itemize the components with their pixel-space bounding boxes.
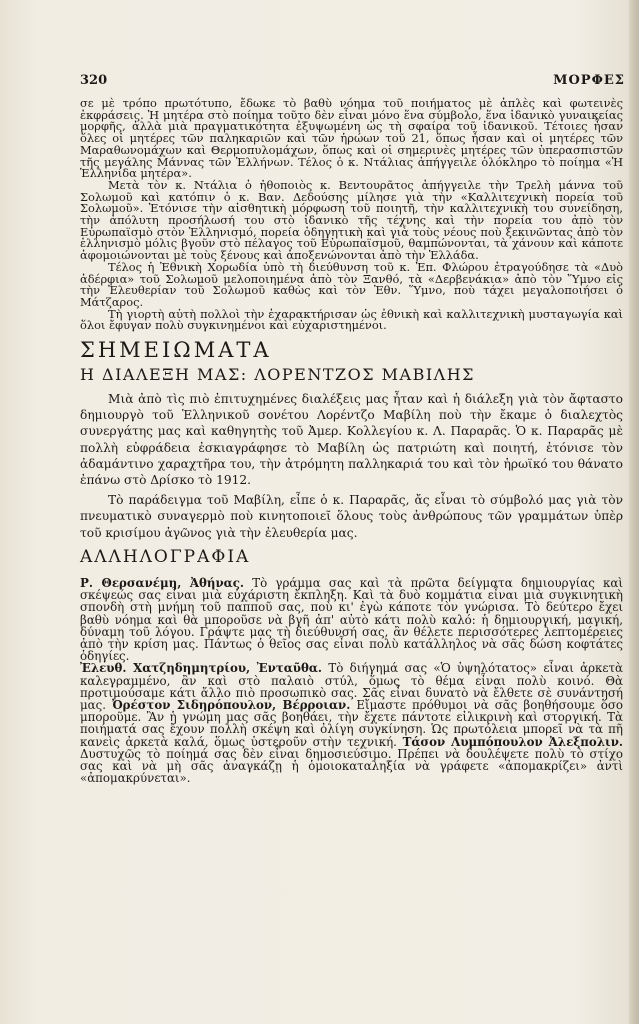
correspondence-body <box>80 577 623 784</box>
running-title: ΜΟΡΦΕΣ <box>553 73 625 88</box>
note-body <box>80 391 623 541</box>
note-paragraph: Τὸ παράδειγμα τοῦ Μαβίλη, εἶπε ὁ κ. Παραρᾶς, ἄς εἶναι τὸ σύμβολό μας γιὰ τὸν πνευματικὸ συναγερμὸ ποὺ κινητοποιεῖ ὅλους τοὺς ἀνθρώπους τῶν γραμμάτων ὑπὲρ τοῦ κρισίμου ἀγῶνος γιὰ τὴν ἐλευθερία μας. <box>80 493 623 540</box>
recipient-name: Ἐλευθ. Χατζηδημητρίου, Ἐνταῦθα. <box>80 661 323 676</box>
correspondence-heading: ΑΛΛΗΛΟΓΡΑΦΙΑ <box>80 546 251 567</box>
correspondence-entry <box>80 662 623 784</box>
reply-text: Τὸ διήγημά σας «Ὁ ὑψηλότατος» εἶναι ἀρκετὰ καλεγραμμένο, ἂν καὶ στὸ παλαιὸ στύλ, ὅμως τὸ θέμα εἶναι πολὺ κοινό. Θὰ προτιμούσαμε κάτι ἄλλο πιὸ προσωπικὸ σας. Σᾶς εἶναι δυνατὸ νὰ ἔλθετε σὲ συνάντησή μας. <box>80 661 623 712</box>
reply-text: Δυστυχῶς τὸ ποίημά σας δὲν εἶναι δημοσιεύσιμο. Πρέπει νὰ δουλέψετε πολὺ τὸ στίχο σας καὶ νὰ μὴ σᾶς ἀναγκάζῃ ἡ ὁμοιοκαταληξία νὰ γράφετε «ἀπομακρίζει» ἀντὶ «ἀπομακρύνεται». <box>80 746 623 786</box>
note-title: Η ΔΙΑΛΕΞΗ ΜΑΣ: ΛΟΡΕΝΤΖΟΣ ΜΑΒΙΛΗΣ <box>80 365 475 385</box>
page-edge <box>629 0 639 1024</box>
article-paragraph: Τὴ γιορτὴ αὐτὴ πολλοὶ τὴν ἐχαρακτήρισαν ὡς ἐθνικὴ καὶ καλλιτεχνικὴ μυσταγωγία καὶ ὅλοι ἔφυγαν πολὺ συγκινημένοι καὶ εὐχαριστημένοι. <box>80 306 623 333</box>
reply-text: Εἴμαστε πρόθυμοι νὰ σᾶς βοηθήσουμε ὅσο μποροῦμε. Ἂν ἡ γνώμη μας σᾶς βοηθάει, τὴν ἔχετε πάντοτε εἰλικρινὴ καὶ στοργική. Τὰ ποιήματά σας ἔχουν πολλὴ σκέψη καὶ ὀλίγη συγκίνηση. Ὡς πρωτόλεια μπορεῖ νὰ τὰ πῆ κανεὶς ἀρκετὰ καλά, ὅμως ὑστεροῦν στὴν τεχνική. <box>80 697 624 749</box>
recipient-name: Ὀρέστον Σιδηρόπουλον, Βέρροιαν. <box>112 697 351 712</box>
article-paragraph: σε μὲ τρόπο πρωτότυπο, ἔδωκε τὸ βαθὺ νόημα τοῦ ποιήματος μὲ ἁπλὲς καὶ φωτεινὲς ἐκφράσεις. Ἡ μητέρα στὸ ποίημα τοῦτο δὲν εἶναι μόνο ἕνα σύμβολο, ἕνα ἰδανικὸ γυναικείας μορφῆς, ἀλλὰ μιὰ πραγματικότητα ἐξυψωμένη ὡς τὴ σφαίρα τοῦ ἰδανικοῦ. Τέτοιες ἦσαν ὅλες οἱ μητέρες τῶν παληκαριῶν καὶ τῶν ἡρώων τοῦ 21, ὅπως ἦσαν καὶ οἱ μητέρες τῶν Μαραθωνομάχων καὶ Θερμοπυλομάχων, ὅπως καὶ οἱ σημερινὲς μητέρες τῶν ὑπερασπιστῶν τῆς μεγάλης Μάννας τῶν Ἑλλήνων. Τέλος ὁ κ. Ντάλιας ἀπήγγειλε ὁλόκληρο τὸ ποίημα «Ἡ Ἑλληνίδα μητέρα». <box>80 96 623 181</box>
note-paragraph: Μιὰ ἀπὸ τὶς πιὸ ἐπιτυχημένες διαλέξεις μας ἦταν καὶ ἡ διάλεξη γιὰ τὸν ἄφταστο δημιουργὸ τοῦ Ἑλληνικοῦ σονέτου Λορέντζο Μαβίλη ποὺ τὴν ἔκαμε ὁ διαλεχτὸς συνεργάτης μας καὶ καθηγητὴς τοῦ Ἀμερ. Κολλεγίου κ. Λ. Παραρᾶς. Ὁ κ. Παραρᾶς μὲ πολλὴ εὐφράδεια ἐσκιαγράφησε τὸ Μαβίλη ὡς πατριώτη καὶ ποιητή, ἐτόνισε τὸν ἀδαμάντινο χαραχτῆρα του, τὴν ἀτρόμητη παλληκαριά του καὶ τὸν ἡρωϊκό του θάνατο ἐπάνω στὸ Δρίσκο τὸ 1912. <box>80 392 623 488</box>
article-paragraph: Μετὰ τὸν κ. Ντάλια ὁ ἠθοποιὸς κ. Βεντουρᾶτος ἀπήγγειλε τὴν Τρελὴ μάννα τοῦ Σολωμοῦ καὶ κατόπιν ὁ κ. Βαν. Δεδούσης μίλησε γιὰ τὴν «Καλλιτεχνικὴ πορεία τοῦ Σολωμοῦ». Ἐτόνισε τὴν αἰσθητικὴ μόρφωση τοῦ ποιητῆ, τὴν καλλιτεχνικὴ του συνείδηση, τὴν ἀπόλυτη προσήλωσή του στὸ ἰδανικὸ τῆς τέχνης καὶ τὴν πορεία του ἀπὸ τὸν Εὐρωπαϊσμὸ στὸν Ἑλληνισμό, πορεία ὁδηγητικὴ καὶ γιὰ τοὺς νέους ποὺ ξεκινῶντας ἀπὸ τὸν ἑλληνισμὸ μόλις βγοῦν στὸ πέλαγος τοῦ Εὐρωπαϊσμοῦ, θαμπώνονται, τὰ χάνουν καὶ κάποτε ἀφομοιώνονται μὲ τοὺς ξένους καὶ ἀποξενώνονται ἀπὸ τὴν Ἑλλάδα. <box>80 177 623 263</box>
correspondence-entry <box>80 577 623 662</box>
reply-text: Τὸ γράμμα σας καὶ τὰ πρῶτα δείγματα δημιουργίας καὶ σκέψεώς σας εἶναι μιὰ εὐχάριστη ἔκπληξη. Καὶ τὰ δυὸ κομμάτια εἶναι μιὰ συγκινητικὴ σπονδὴ στὴ μνήμη τοῦ παπποῦ σας, ποὺ κι' ἐγὼ κάποτε τὸν γνώρισα. Τὸ δεύτερο ἔχει βαθὺ νόημα καὶ θὰ μποροῦσε νὰ βγῆ ἀπ' αὐτὸ κάτι πολὺ καλό: ἡ δημιουργική, μαγική, δύναμη τοῦ λόγου. Γράψτε μας τὴ διεύθυνσή σας, ἂν θέλετε περισσότερες λεπτομέρειες ἀπὸ τὴν κρίση μας. Πάντως ὁ θεῖος σας εἶναι πολὺ κατάλληλος νὰ σᾶς δώση κοφτάτες ὁδηγίες. <box>80 575 623 664</box>
article-paragraph: Τέλος ἡ Ἐθνικὴ Χορωδία ὑπὸ τὴ διεύθυνση τοῦ κ. Ἐπ. Φλώρου ἐτραγούδησε τὰ «Δυὸ ἀδέρφια» τοῦ Σολωμοῦ μελοποιημένα ἀπὸ τὸν Ξανθό, τὰ «Δερβενάκια» ἀπὸ τὸν Ὕμνο εἰς τὴν Ἐλευθερίαν τοῦ Σολωμοῦ καθὼς καὶ τὸν Ἐθν. Ὕμνο, ποὺ τάχει μεγαλοποιήσει ὁ Μάτζαρος. <box>80 259 623 309</box>
page-header <box>80 73 625 89</box>
recipient-name: Ρ. Θερσανέμη, Ἀθήνας. <box>80 575 245 590</box>
page-content <box>80 98 623 784</box>
article-continuation <box>80 98 623 332</box>
section-heading: ΣΗΜΕΙΩΜΑΤΑ <box>80 338 272 363</box>
page-number: 320 <box>80 73 108 88</box>
recipient-name: Τάσον Λυμπόπουλον Ἀλεξπολιν. <box>402 734 624 749</box>
